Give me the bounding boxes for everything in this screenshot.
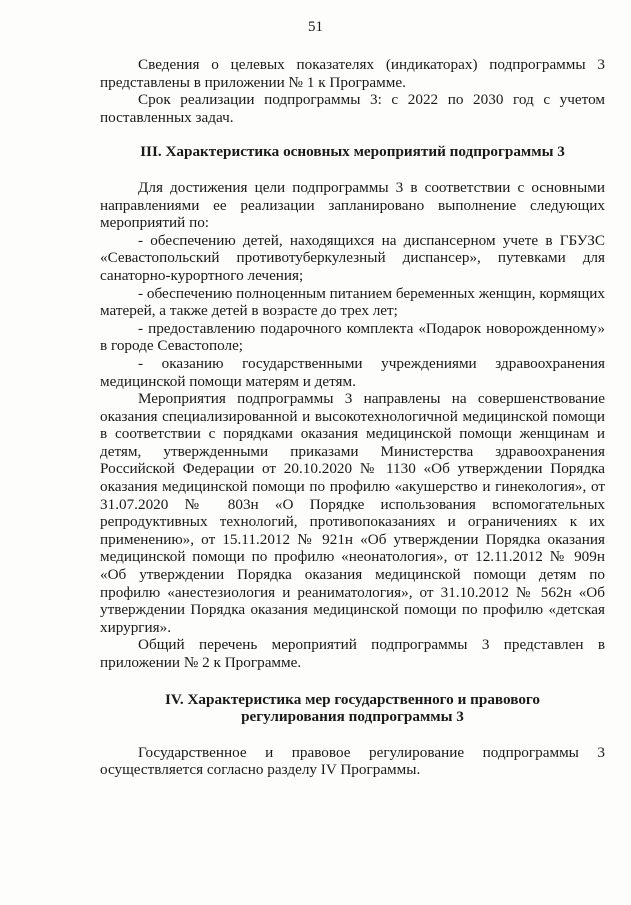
section-3-closing-paragraph: Общий перечень мероприятий подпрограммы 3 представлен в приложении № 2 к Программе. [100, 636, 605, 671]
measure-list-item: - обеспечению полноценным питанием беременных женщин, кормящих матерей, а также детей в возрасте до трех лет; [100, 284, 605, 320]
measure-list-item: - предоставлению подарочного комплекта «Подарок новорожденному» в городе Севастополе; [100, 319, 605, 355]
measure-list-item: - оказанию государственными учреждениями здравоохранения медицинской помощи матерям и детям. [100, 354, 605, 390]
section-4-body-paragraph: Государственное и правовое регулирование подпрограммы 3 осуществляется согласно разделу IV Программы. [100, 743, 605, 779]
page-number: 51 [308, 19, 323, 35]
section-4-heading-line-1: IV. Характеристика мер государственного и правового [164, 690, 541, 708]
implementation-period-paragraph: Срок реализации подпрограммы 3: с 2022 по 2030 год с учетом поставленных задач. [100, 91, 605, 126]
section-3-body-paragraph: Мероприятия подпрограммы 3 направлены на совершенствование оказания специализированной и высокотехнологичной медицинской помощи в соответствии с порядками оказания медицинской помощи женщинам и детям, утвержденными приказами Министерства здравоохранения Российской Федерации от 20.10.2020 № 1130 «Об утверждении Порядка оказания медицинской помощи по профилю «акушерство и гинекология», от 31.07.2020 № 803н «О Порядке использования вспомогательных репродуктивных технологий, противопоказаниях и ограничениях к их применению», от 15.11.2012 № 921н «Об утверждении Порядка оказания медицинской помощи по профилю «неонатология», от 12.11.2012 № 909н «Об утверждении Порядка оказания медицинской помощи детям по профилю «анестезиология и реаниматология», от 31.10.2012 № 562н «Об утверждении Порядка оказания медицинской помощи по профилю «детская хирургия». [100, 390, 605, 636]
section-4-heading [100, 691, 605, 726]
indicators-paragraph: Сведения о целевых показателях (индикаторах) подпрограммы 3 представлены в приложении № 1 к Программе. [100, 56, 605, 91]
section-3-heading: III. Характеристика основных мероприятий подпрограммы 3 [140, 143, 565, 161]
page-content [100, 56, 605, 779]
measure-list-item: - обеспечению детей, находящихся на диспансерном учете в ГБУЗС «Севастопольский противотуберкулезный диспансер», путевками для санаторно-курортного лечения; [100, 231, 605, 284]
section-3-intro-paragraph: Для достижения цели подпрограммы 3 в соответствии с основными направлениями ее реализации запланировано выполнение следующих мероприятий по: [100, 178, 605, 232]
section-4-heading-line-2: регулирования подпрограммы 3 [241, 708, 464, 726]
